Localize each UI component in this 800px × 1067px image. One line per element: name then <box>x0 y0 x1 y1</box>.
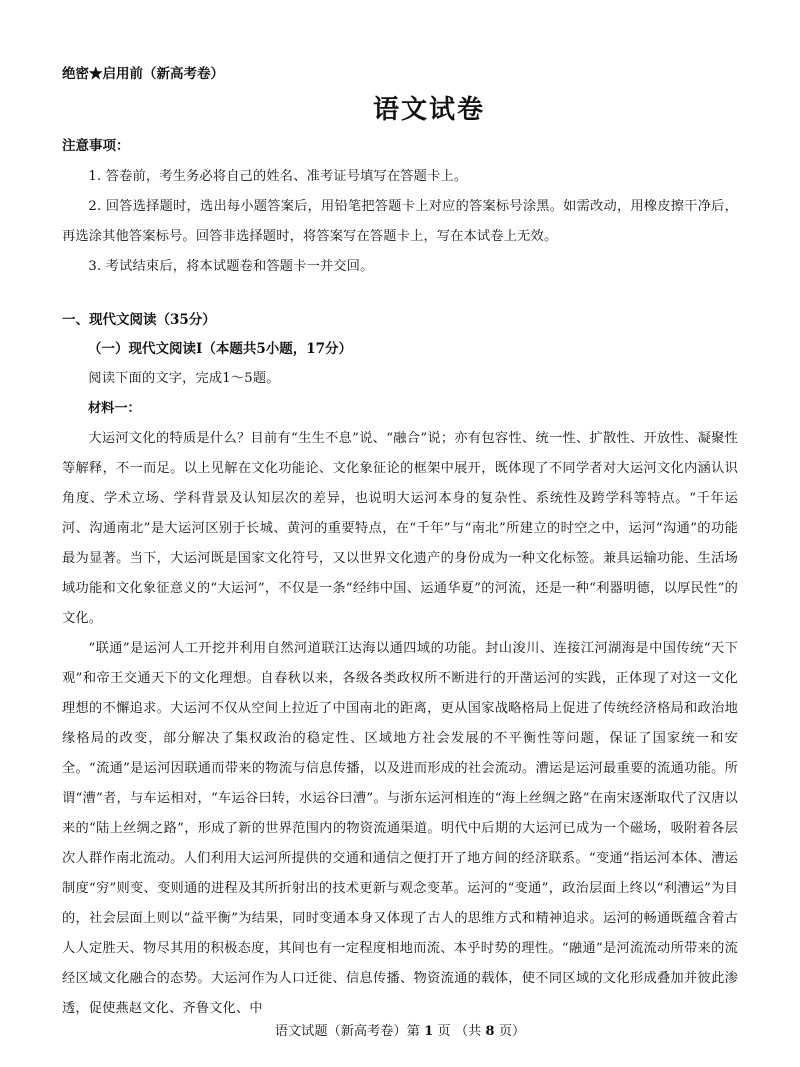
material-label: 材料一： <box>88 401 141 416</box>
material-paragraph-2: “联通”是运河人工开挖并利用自然河道联江达海以通四域的功能。封山浚川、连接江河湖海是中国传统“天下观”和帝王交通天下的文化理想。自春秋以来，各级各类政权所不断进行的开凿运河的实践，正体现了对这一文化理想的不懈追求。大运河不仅从空间上拉近了中国南北的距离，更从国家战略格局上促进了传统经济格局和政治地缘格局的改变，部分解决了集权政治的稳定性、区域地方社会发展的不平衡性等问题，保证了国家统一和安全。“流通”是运河因联通而带来的物流与信息传播，以及进而形成的社会流动。漕运是运河最重要的流通功能。所谓“漕”者，与车运相对，“车运谷曰转，水运谷曰漕”。与浙东运河相连的“海上丝绸之路”在南宋逐渐取代了汉唐以来的“陆上丝绸之路”，形成了新的世界范围内的物资流通渠道。明代中后期的大运河已成为一个磁场，吸附着各层次人群作南北流动。人们利用大运河所提供的交通和通信之便打开了地方间的经济联系。“变通”指运河本体、漕运制度“穷”则变、变则通的进程及其所折射出的技术更新与观念变革。运河的“变通”，政治层面上终以“利漕运”为目的，社会层面上则以“益平衡”为结果，同时变通本身又体现了古人的思维方式和精神追求。运河的畅通既蕴含着古人人定胜天、物尽其用的积极态度，其间也有一定程度相地而流、本乎时势的理性。“融通”是河流流动所带来的流经区域文化融合的态势。大运河作为人口迁徙、信息传播、物资流通的载体，使不同区域的文化形成叠加并彼此渗透，促使燕赵文化、齐鲁文化、中 <box>62 641 738 1016</box>
footer-total-pages: 8 <box>485 1024 495 1039</box>
subsection-heading: （一）现代文阅读Ⅰ（本题共5小题，17分） <box>88 341 352 357</box>
footer-suffix: 页） <box>498 1024 526 1039</box>
notice-item-1: 1. 答卷前，考生务必将自己的姓名、准考证号填写在答题卡上。 <box>88 169 468 184</box>
footer-prefix: 语文试题（新高考卷）第 <box>274 1024 420 1039</box>
notice-item-2: 2. 回答选择题时，选出每小题答案后，用铅笔把答题卡上对应的答案标号涂黑。如需改动，用橡皮擦干净后，再选涂其他答案标号。回答非选择题时，将答案写在答题卡上，写在本试卷上无效。 <box>62 199 738 244</box>
notice-heading: 注意事项： <box>62 138 130 154</box>
material-paragraph-1: 大运河文化的特质是什么？目前有“生生不息”说、“融合”说；亦有包容性、统一性、扩散性、开放性、凝聚性等解释，不一而足。以上见解在文化功能论、文化象征论的框架中展开，既体现了不同学者对大运河文化内涵认识角度、学术立场、学科背景及认知层次的差异，也说明大运河本身的复杂性、系统性及跨学科等特点。“千年运河、沟通南北”是大运河区别于长城、黄河的重要特点，在“千年”与“南北”所建立的时空之中，运河“沟通”的功能最为显著。当下，大运河既是国家文化符号，又以世界文化遗产的身份成为一种文化标签。兼具运输功能、生活场域功能和文化象征意义的“大运河”，不仅是一条“经纬中国、运通华夏”的河流，还是一种“利器明德，以厚民性”的文化。 <box>62 431 738 626</box>
footer-mid: 页 （共 <box>437 1024 482 1039</box>
notice-list <box>62 162 738 282</box>
page-title: 语文试卷 <box>372 95 485 125</box>
reading-instruction: 阅读下面的文字，完成1～5题。 <box>88 371 280 386</box>
confidential-label: 绝密★启用前（新高考卷） <box>62 66 224 82</box>
page-footer <box>0 1022 800 1042</box>
section-heading: 一、现代文阅读（35分） <box>62 312 216 328</box>
notice-item-3: 3. 考试结束后，将本试题卷和答题卡一并交回。 <box>88 259 374 274</box>
footer-page-number: 1 <box>424 1024 434 1039</box>
